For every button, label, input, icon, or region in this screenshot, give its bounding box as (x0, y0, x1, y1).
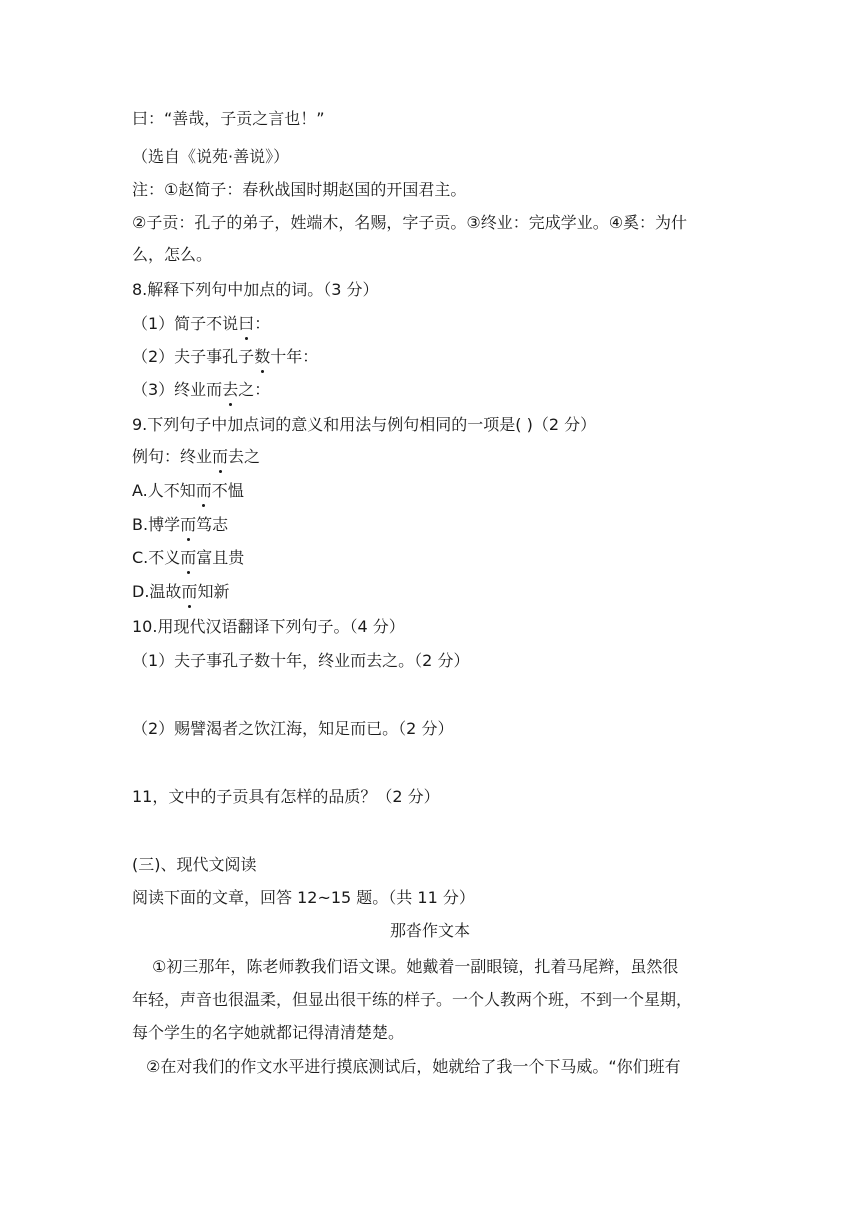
section-instruction: 阅读下面的文章，回答 12~15 题。（共 11 分） (132, 888, 475, 907)
q9-option-c: C.不义而富且贵 (132, 548, 245, 567)
dotted-word: 而 (195, 481, 212, 500)
note-line-2: ②子贡：孔子的弟子，姓端木，名赐，字子贡。③终业：完成学业。④奚：为什 (132, 213, 688, 232)
paragraph-1-line-1: ①初三那年，陈老师教我们语文课。她戴着一副眼镜，扎着马尾辫，虽然很 (152, 957, 679, 976)
q9-example: 例句：终业而去之 (132, 447, 261, 466)
q9-option-a: A.人不知而不愠 (132, 481, 244, 500)
q9-option-d: D.温故而知新 (132, 582, 230, 601)
q10-item-1: （1）夫子事孔子数十年，终业而去之。（2 分） (132, 651, 470, 670)
article-title: 那沓作文本 (389, 921, 470, 940)
dotted-word: 而 (180, 515, 197, 534)
dotted-word: 而 (212, 447, 229, 466)
q9-option-b: B.博学而笃志 (132, 515, 229, 534)
dotted-word: 而 (181, 582, 198, 601)
q8-item-2: （2）夫子事孔子数十年： (132, 347, 319, 366)
passage-source: （选自《说苑·善说》） (132, 147, 290, 166)
q8-item-3: （3）终业而去之： (132, 380, 271, 399)
dotted-word: 而 (180, 548, 197, 567)
paragraph-1-line-3: 每个学生的名字她就都记得清清楚楚。 (132, 1023, 405, 1042)
paragraph-1-line-2: 年轻，声音也很温柔，但显出很干练的样子。一个人教两个班，不到一个星期， (132, 990, 693, 1009)
q11-stem: 11，文中的子贡具有怎样的品质？（2 分） (132, 787, 440, 806)
q8-item-1: （1）简子不说曰： (132, 314, 271, 333)
q10-stem: 10.用现代汉语翻译下列句子。（4 分） (132, 617, 405, 636)
dotted-word: 曰 (238, 314, 255, 333)
dotted-word: 数 (254, 347, 271, 366)
q10-item-2: （2）赐譬渴者之饮江海，知足而已。（2 分） (132, 719, 454, 738)
section-heading: (三)、现代文阅读 (132, 855, 257, 874)
paragraph-2-line-1: ②在对我们的作文水平进行摸底测试后，她就给了我一个下马威。“你们班有 (146, 1057, 681, 1076)
q8-stem: 8.解释下列句中加点的词。（3 分） (132, 280, 379, 299)
note-line-3: 么，怎么。 (132, 245, 213, 264)
note-line-1: 注：①赵简子：春秋战国时期赵国的开国君主。 (132, 180, 467, 199)
q9-stem: 9.下列句子中加点词的意义和用法与例句相同的一项是( )（2 分） (132, 415, 597, 434)
passage-quote: 曰：“善哉，子贡之言也！” (132, 109, 325, 128)
dotted-word: 去 (222, 380, 239, 399)
